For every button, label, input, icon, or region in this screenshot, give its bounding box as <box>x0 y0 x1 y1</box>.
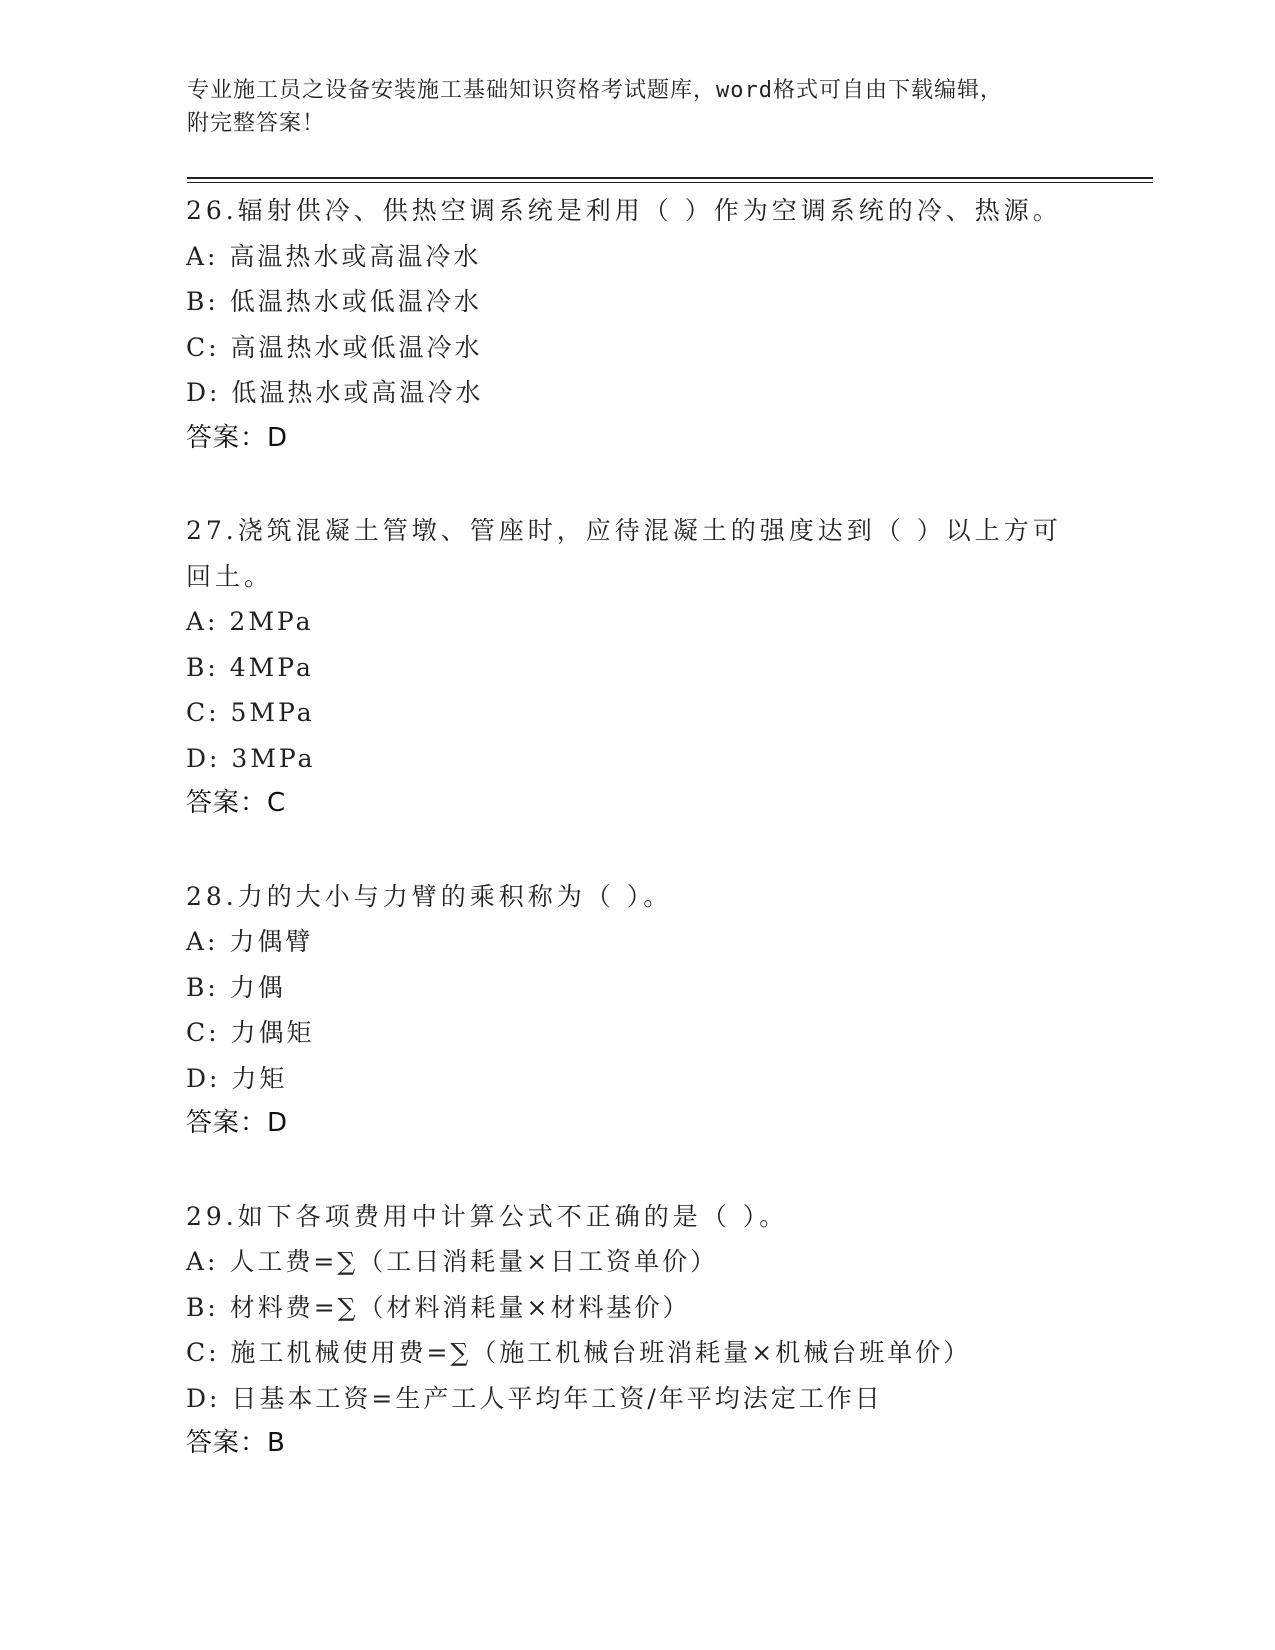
header-divider-thick <box>187 177 1153 179</box>
question-28 <box>186 874 1066 1147</box>
question-26 <box>186 188 1066 461</box>
question-27 <box>186 508 1066 827</box>
question-title: 26.辐射供冷、供热空调系统是利用（ ）作为空调系统的冷、热源。 <box>186 196 1062 225</box>
option-c: C: 高温热水或低温冷水 <box>186 332 483 362</box>
question-title: 28.力的大小与力臂的乘积称为（ ）。 <box>186 881 673 911</box>
question-spacer <box>186 827 1066 874</box>
question-spacer <box>186 461 1066 508</box>
option-d: D: 日基本工资=生产工人平均年工资/年平均法定工作日 <box>186 1383 883 1413</box>
option-a: A: 2MPa <box>186 607 314 636</box>
question-list <box>186 188 1066 1467</box>
answer-line: 答案：D <box>186 422 289 453</box>
header-divider-thin <box>187 182 1153 183</box>
option-c: C: 力偶矩 <box>186 1018 315 1047</box>
option-c: C: 施工机械使用费=∑（施工机械台班消耗量×机械台班单价） <box>186 1338 972 1367</box>
question-spacer <box>186 1147 1066 1194</box>
answer-line: 答案：D <box>186 1108 289 1138</box>
option-a: A: 人工费=∑（工日消耗量×日工资单价） <box>186 1247 719 1276</box>
option-d: D: 力矩 <box>186 1063 288 1093</box>
question-title: 27.浇筑混凝土管墩、管座时，应待混凝土的强度达到（ ）以上方可 回土。 <box>186 516 1062 591</box>
option-a: A: 高温热水或高温冷水 <box>186 241 482 271</box>
question-title: 29.如下各项费用中计算公式不正确的是（ ）。 <box>186 1201 789 1231</box>
option-d: D: 3MPa <box>186 743 316 773</box>
option-b: B: 低温热水或低温冷水 <box>186 287 482 316</box>
option-c: C: 5MPa <box>186 698 315 727</box>
option-d: D: 低温热水或高温冷水 <box>186 378 484 407</box>
question-29 <box>186 1194 1066 1467</box>
document-intro: 专业施工员之设备安装施工基础知识资格考试题库，word格式可自由下载编辑， 附完整答案！ <box>187 78 1003 136</box>
option-b: B: 力偶 <box>186 972 286 1002</box>
option-b: B: 4MPa <box>186 652 314 682</box>
answer-line: 答案：C <box>186 788 287 818</box>
answer-line: 答案：B <box>186 1428 286 1458</box>
option-b: B: 材料费=∑（材料消耗量×材料基价） <box>186 1292 691 1322</box>
option-a: A: 力偶臂 <box>186 927 314 956</box>
